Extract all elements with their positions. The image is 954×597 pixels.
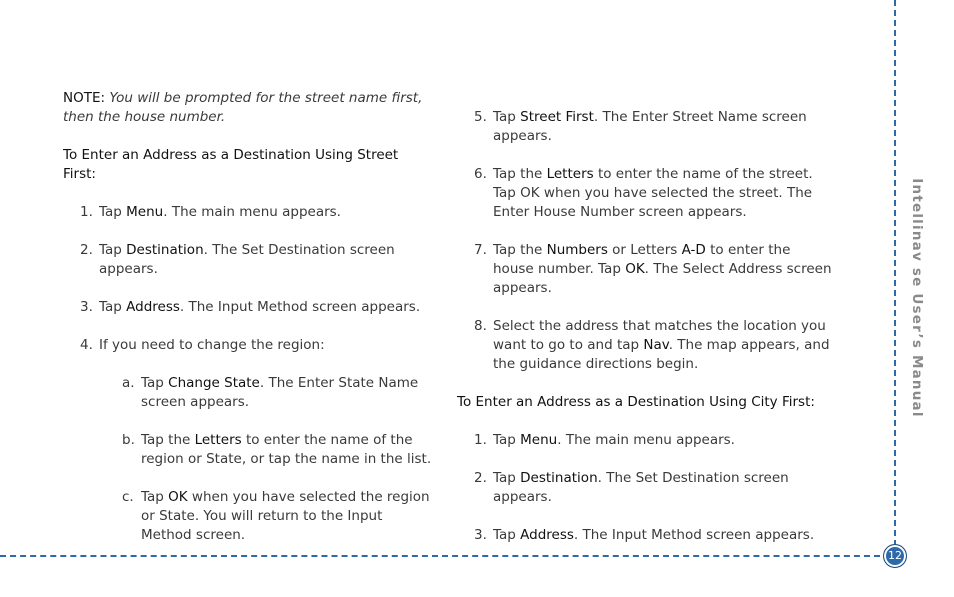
step-text: Tap the	[493, 166, 547, 182]
step-keyword: Street First	[520, 109, 594, 125]
section-heading-city-first: To Enter an Address as a Destination Using City First:	[457, 394, 815, 410]
step-item	[457, 431, 835, 450]
step-number: 4.	[80, 337, 93, 353]
step-text: . The Select Address screen appears.	[493, 261, 832, 296]
substep-letter: c.	[122, 489, 134, 505]
step-number: 3.	[80, 299, 93, 315]
step-keyword: Address	[520, 527, 574, 543]
step-item	[457, 165, 835, 222]
step-text: or Letters	[607, 242, 682, 258]
step-keyword: A-D	[681, 242, 706, 258]
step-item	[457, 469, 835, 507]
step-keyword: Destination	[520, 470, 598, 486]
right-column	[457, 108, 835, 545]
bottom-border-dashed	[0, 555, 880, 557]
step-item	[457, 241, 835, 298]
step-text: If you need to change the region:	[99, 337, 325, 353]
step-item	[63, 241, 435, 279]
substep-item	[63, 374, 435, 412]
note-text: You will be prompted for the street name first, then the house number.	[63, 90, 423, 125]
step-text: to enter the name of the street. Tap OK when you have selected the street. The Enter House Number screen appears.	[493, 166, 813, 220]
step-item	[457, 317, 835, 374]
step-text: Select the address that matches the location you want to go to and tap	[493, 318, 826, 353]
substep-keyword: Change State	[168, 375, 260, 391]
step-number: 1.	[474, 432, 487, 448]
right-border-dashed	[894, 0, 896, 546]
page-number-badge: 12	[883, 544, 907, 568]
step-keyword: Nav	[643, 337, 669, 353]
step-text: . The main menu appears.	[163, 204, 341, 220]
substep-letter: a.	[122, 375, 135, 391]
note	[63, 89, 435, 127]
step-text: Tap	[493, 109, 521, 125]
step-keyword: Menu	[520, 432, 558, 448]
step-item	[457, 526, 835, 545]
substep-text: Tap	[141, 375, 169, 391]
step-number: 5.	[474, 109, 487, 125]
substep-text: Tap the	[141, 432, 195, 448]
note-label: NOTE:	[63, 90, 106, 106]
step-item	[63, 336, 435, 355]
substep-text: Tap	[141, 489, 169, 505]
step-text: Tap	[493, 432, 521, 448]
step-text: Tap	[99, 204, 127, 220]
step-item	[63, 203, 435, 222]
step-keyword: Destination	[126, 242, 204, 258]
step-text: Tap	[99, 299, 127, 315]
substep-item	[63, 431, 435, 469]
step-number: 1.	[80, 204, 93, 220]
step-number: 7.	[474, 242, 487, 258]
step-number: 2.	[80, 242, 93, 258]
step-text: . The Input Method screen appears.	[179, 299, 421, 315]
step-text: . The main menu appears.	[557, 432, 735, 448]
step-item	[457, 108, 835, 146]
substep-text: . The Enter State Name screen appears.	[141, 375, 419, 410]
step-text: . The Input Method screen appears.	[573, 527, 815, 543]
step-text: Tap	[493, 470, 521, 486]
step-text: . The Set Destination screen appears.	[493, 470, 789, 505]
step-text: . The Enter Street Name screen appears.	[493, 109, 807, 144]
substep-item	[63, 488, 435, 545]
step-text: to enter the house number. Tap	[493, 242, 791, 277]
side-title-text: Intellinav se User’s Manual	[909, 178, 925, 418]
step-keyword: OK	[625, 261, 645, 277]
step-keyword: Letters	[546, 166, 594, 182]
step-text: Tap	[493, 527, 521, 543]
step-text: . The Set Destination screen appears.	[99, 242, 395, 277]
step-keyword: Numbers	[546, 242, 608, 258]
substep-text: to enter the name of the region or State, or tap the name in the list.	[141, 432, 432, 467]
step-number: 2.	[474, 470, 487, 486]
step-keyword: Menu	[126, 204, 164, 220]
substep-keyword: OK	[168, 489, 188, 505]
step-keyword: Address	[126, 299, 180, 315]
step-number: 8.	[474, 318, 487, 334]
substep-text: when you have selected the region or State. You will return to the Input Method screen.	[141, 489, 430, 543]
step-text: . The map appears, and the guidance directions begin.	[493, 337, 830, 372]
step-item	[63, 298, 435, 317]
step-text: Tap the	[493, 242, 547, 258]
step-text: Tap	[99, 242, 127, 258]
step-number: 6.	[474, 166, 487, 182]
left-column	[63, 89, 435, 545]
step-number: 3.	[474, 527, 487, 543]
substep-letter: b.	[122, 432, 135, 448]
section-heading-street-first: To Enter an Address as a Destination Using Street First:	[63, 147, 399, 182]
substep-keyword: Letters	[194, 432, 242, 448]
